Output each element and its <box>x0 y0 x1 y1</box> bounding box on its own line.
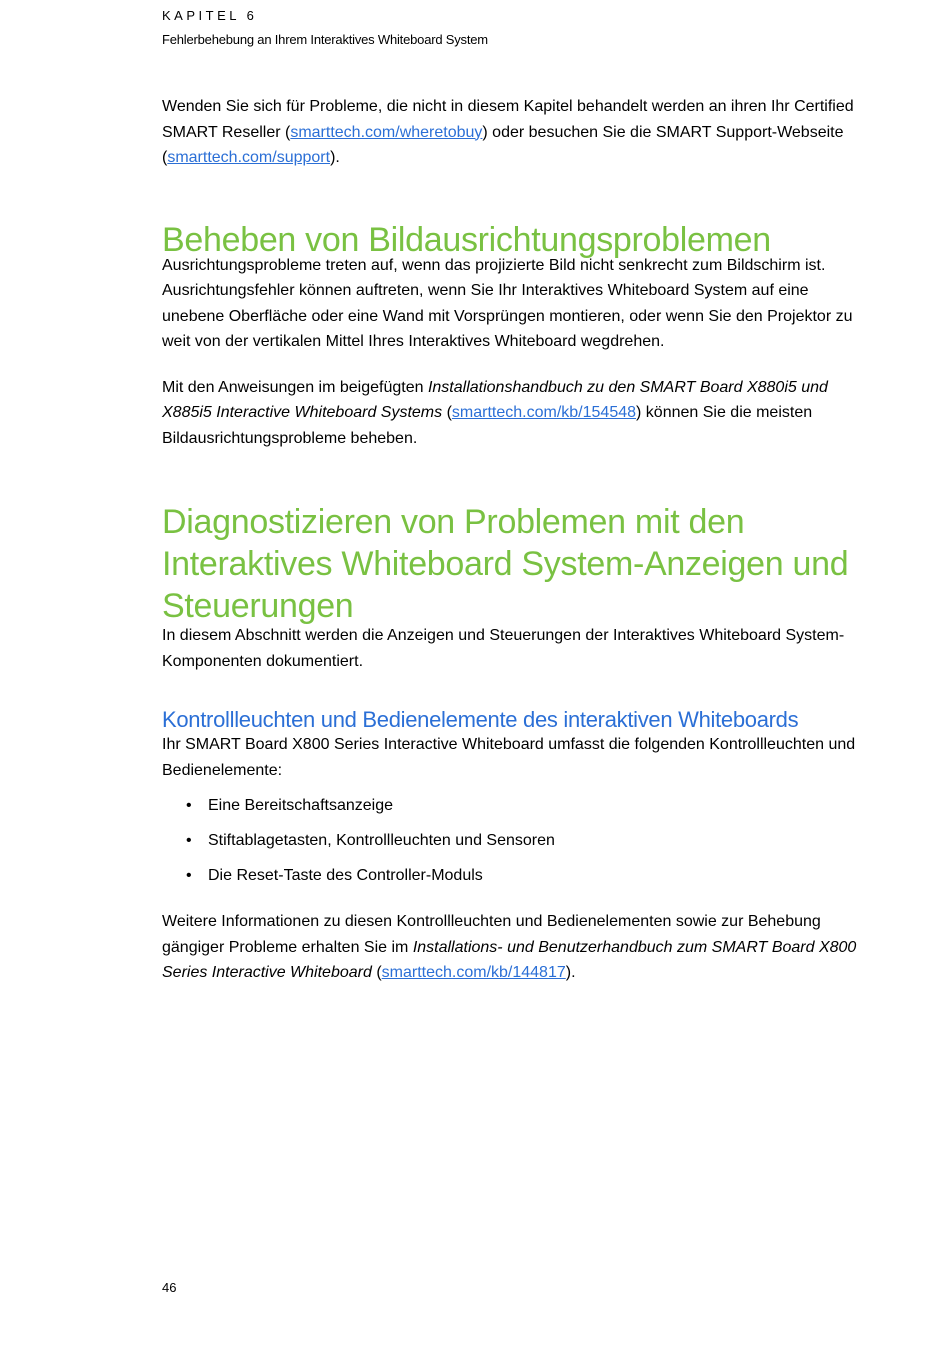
bullet-icon: • <box>186 832 192 849</box>
list-item <box>162 863 872 888</box>
controls-intro-paragraph: Ihr SMART Board X800 Series Interactive Whiteboard umfasst die folgenden Kontrollleuchten und Bedienelemente: <box>162 736 856 779</box>
chapter-label: KAPITEL 6 <box>162 8 258 23</box>
alignment-paragraph: Ausrichtungsprobleme treten auf, wenn das projizierte Bild nicht senkrecht zum Bildschirm ist. Ausrichtungsfehler können auftreten, wenn Sie Ihr Interaktives Whiteboard System auf eine unebene Oberfläche oder eine Wand mit Vorsprüngen montieren, oder wenn Sie den Projektor zu weit von der vertikalen Mittel Ihres Interaktives Whiteboard wegdrehen. <box>162 256 853 350</box>
support-link[interactable]: smarttech.com/support <box>167 149 331 166</box>
kb-154548-link[interactable]: smarttech.com/kb/154548 <box>451 404 637 421</box>
intro-paragraph <box>162 94 872 171</box>
intro-text-end: ). <box>330 149 340 166</box>
section-heading-alignment: Beheben von Bildausrichtungsproblemen <box>162 220 771 259</box>
list-item-text: Eine Bereitschaftsanzeige <box>208 797 393 814</box>
wheretobuy-link[interactable]: smarttech.com/wheretobuy <box>290 123 483 141</box>
bullet-icon: • <box>186 867 192 884</box>
controls-list <box>162 793 872 888</box>
more-info-text: Weitere Informationen zu diesen Kontrollleuchten und Bedienelementen sowie zur Behebung gängiger Probleme erhalten Sie im <box>162 913 821 956</box>
intro-text-mid: ) oder besuchen Sie die SMART Support-Webseite ( <box>162 123 844 166</box>
guide-text: Mit den Anweisungen im beigefügten <box>162 378 428 396</box>
page-number: 46 <box>162 1280 177 1295</box>
subsection-heading-controls: Kontrollleuchten und Bedienelemente des interaktiven Whiteboards <box>162 707 799 732</box>
guide-text-end: ) können Sie die meisten Bildausrichtungsprobleme beheben. <box>162 404 813 447</box>
section-heading-diagnose: Diagnostizieren von Problemen mit den Interaktives Whiteboard System-Anzeigen und Steuerungen <box>162 503 849 625</box>
installation-guide-title: Installationshandbuch zu den SMART Board X880i5 und X885i5 Interactive Whiteboard Systems <box>162 378 828 421</box>
list-item-text: Stiftablagetasten, Kontrollleuchten und Sensoren <box>208 832 555 849</box>
more-info-text-end: ). <box>565 964 576 981</box>
list-item <box>162 793 872 818</box>
diagnose-paragraph: In diesem Abschnitt werden die Anzeigen und Steuerungen der Interaktives Whiteboard System-Komponenten dokumentiert. <box>162 627 845 670</box>
page-content <box>162 94 872 986</box>
more-info-text-mid: ( <box>371 964 382 981</box>
list-item <box>162 828 872 853</box>
more-info-paragraph <box>162 909 872 986</box>
chapter-subtitle: Fehlerbehebung an Ihrem Interaktives Whiteboard System <box>162 32 488 47</box>
bullet-icon: • <box>186 797 192 814</box>
alignment-guide-paragraph <box>162 375 872 452</box>
kb-144817-link[interactable]: smarttech.com/kb/144817 <box>381 964 566 981</box>
list-item-text: Die Reset-Taste des Controller-Moduls <box>208 867 483 884</box>
user-guide-title: Installations- und Benutzerhandbuch zum SMART Board X800 Series Interactive Whiteboard <box>162 938 857 981</box>
guide-text-mid: ( <box>442 404 452 421</box>
intro-text: Wenden Sie sich für Probleme, die nicht in diesem Kapitel behandelt werden an ihren Ihr Certified SMART Reseller ( <box>162 98 854 141</box>
